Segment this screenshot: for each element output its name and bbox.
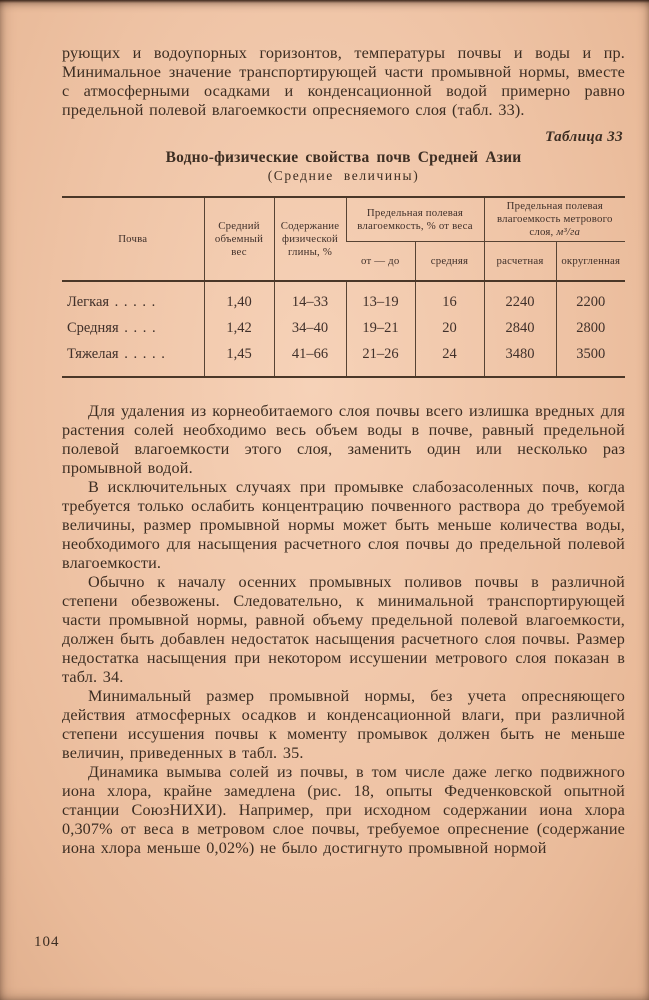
body-paragraph: Динамика вымыва солей из почвы, в том числе даже легко подвижного иона хлора, крайне замедлена (рис. 18, опыты Федченковской опытной станции СоюзНИХИ). Например, при исходном содержании иона хлора 0,307% от веса в метровом слое почвы, требуемое опреснение (содержание иона хлора меньше 0,02%) не было достигнуто промывной нормой	[62, 763, 625, 857]
table-title: Водно-физические свойства почв Средней Азии	[165, 149, 522, 166]
cell-value: 24	[415, 341, 484, 377]
cell-value: 1,45	[204, 341, 274, 377]
body-paragraph: рующих и водоупорных горизонтов, температуры почвы и воды и пр. Минимальное значение транспортирующей части промывной нормы, вместе с атмосферными осадками и конденсационной водой примерно равно предельной полевой влагоемкости опресняемого слоя (табл. 33).	[62, 44, 625, 119]
cell-value: 16	[415, 281, 484, 315]
subheader-from-to: от — до	[361, 254, 400, 267]
cell-value: 2800	[556, 315, 625, 341]
cell-value: 41–66	[274, 341, 346, 377]
cell-value: 3480	[484, 341, 556, 377]
cell-soil-type: Легкая . . . . .	[62, 281, 204, 315]
body-paragraph: Обычно к началу осенних промывных поливов почвы в различной степени обезвожены. Следовательно, к минимальной транспортирующей части промывной нормы, равной объему предельной полевой влагоемкости, должен быть добавлен недостаток насыщения расчетного слоя почвы. Размер недостатка насыщения при некотором иссушении метрового слоя показан в табл. 34.	[62, 573, 625, 686]
cell-value: 13–19	[346, 281, 415, 315]
table-row	[62, 341, 625, 377]
cell-value: 14–33	[274, 281, 346, 315]
cell-value: 20	[415, 315, 484, 341]
table-row	[62, 281, 625, 315]
table-body	[62, 281, 625, 377]
body-paragraph: Для удаления из корнеобитаемого слоя почвы всего излишка вредных для растения солей необходимо весь объем воды в почве, равный предельной полевой влагоемкости этого слоя, заменить один или несколько раз промывной водой.	[62, 402, 625, 477]
cell-value: 21–26	[346, 341, 415, 377]
cell-value: 1,40	[204, 281, 274, 315]
subheader-calculated: расчетная	[484, 242, 556, 282]
cell-soil-type: Тяжелая . . . . .	[67, 346, 165, 362]
table-header	[62, 197, 625, 281]
subheader-average: средняя	[415, 242, 484, 282]
soil-properties-table	[62, 196, 625, 378]
group-header-label: Предельная полевая влагоемкость метрового слоя,	[496, 200, 613, 238]
cell-value: 2840	[484, 315, 556, 341]
cell-value: 19–21	[346, 315, 415, 341]
group-header-moisture-meter-layer	[484, 197, 625, 242]
column-header-bulk-weight: Средний объемный вес	[204, 197, 274, 281]
table-row	[62, 315, 625, 341]
unit-m3-per-ha: м³/га	[556, 226, 581, 238]
cell-value: 34–40	[274, 315, 346, 341]
page-content	[62, 44, 625, 858]
cell-value: 2240	[484, 281, 556, 315]
table-caption: Таблица 33	[545, 129, 623, 145]
cell-value: 3500	[556, 341, 625, 377]
body-paragraph: В исключительных случаях при промывке слабозасоленных почв, когда требуется только ослабить концентрацию почвенного раствора до требуемой величины, размер промывной нормы может быть меньше количества воды, необходимого для насыщения расчетного слоя почвы до предельной полевой влагоемкости.	[62, 478, 625, 572]
column-header-soil: Почва	[118, 232, 148, 245]
table-subtitle: (Средние величины)	[267, 168, 420, 183]
page-number: 104	[34, 934, 60, 950]
body-paragraph: Минимальный размер промывной нормы, без учета опресняющего действия атмосферных осадков и конденсационной влаги, при различной степени иссушения почвы к моменту промывок должен быть не меньше величин, приведенных в табл. 35.	[62, 687, 625, 762]
subheader-rounded: округленная	[556, 242, 625, 282]
cell-value: 1,42	[204, 315, 274, 341]
cell-value: 2200	[556, 281, 625, 315]
column-header-clay-content: Содержание физической глины, %	[274, 197, 346, 281]
group-header-moisture-percent: Предельная полевая влагоемкость, % от веса	[346, 197, 484, 242]
cell-soil-type: Средняя . . . .	[67, 320, 156, 336]
